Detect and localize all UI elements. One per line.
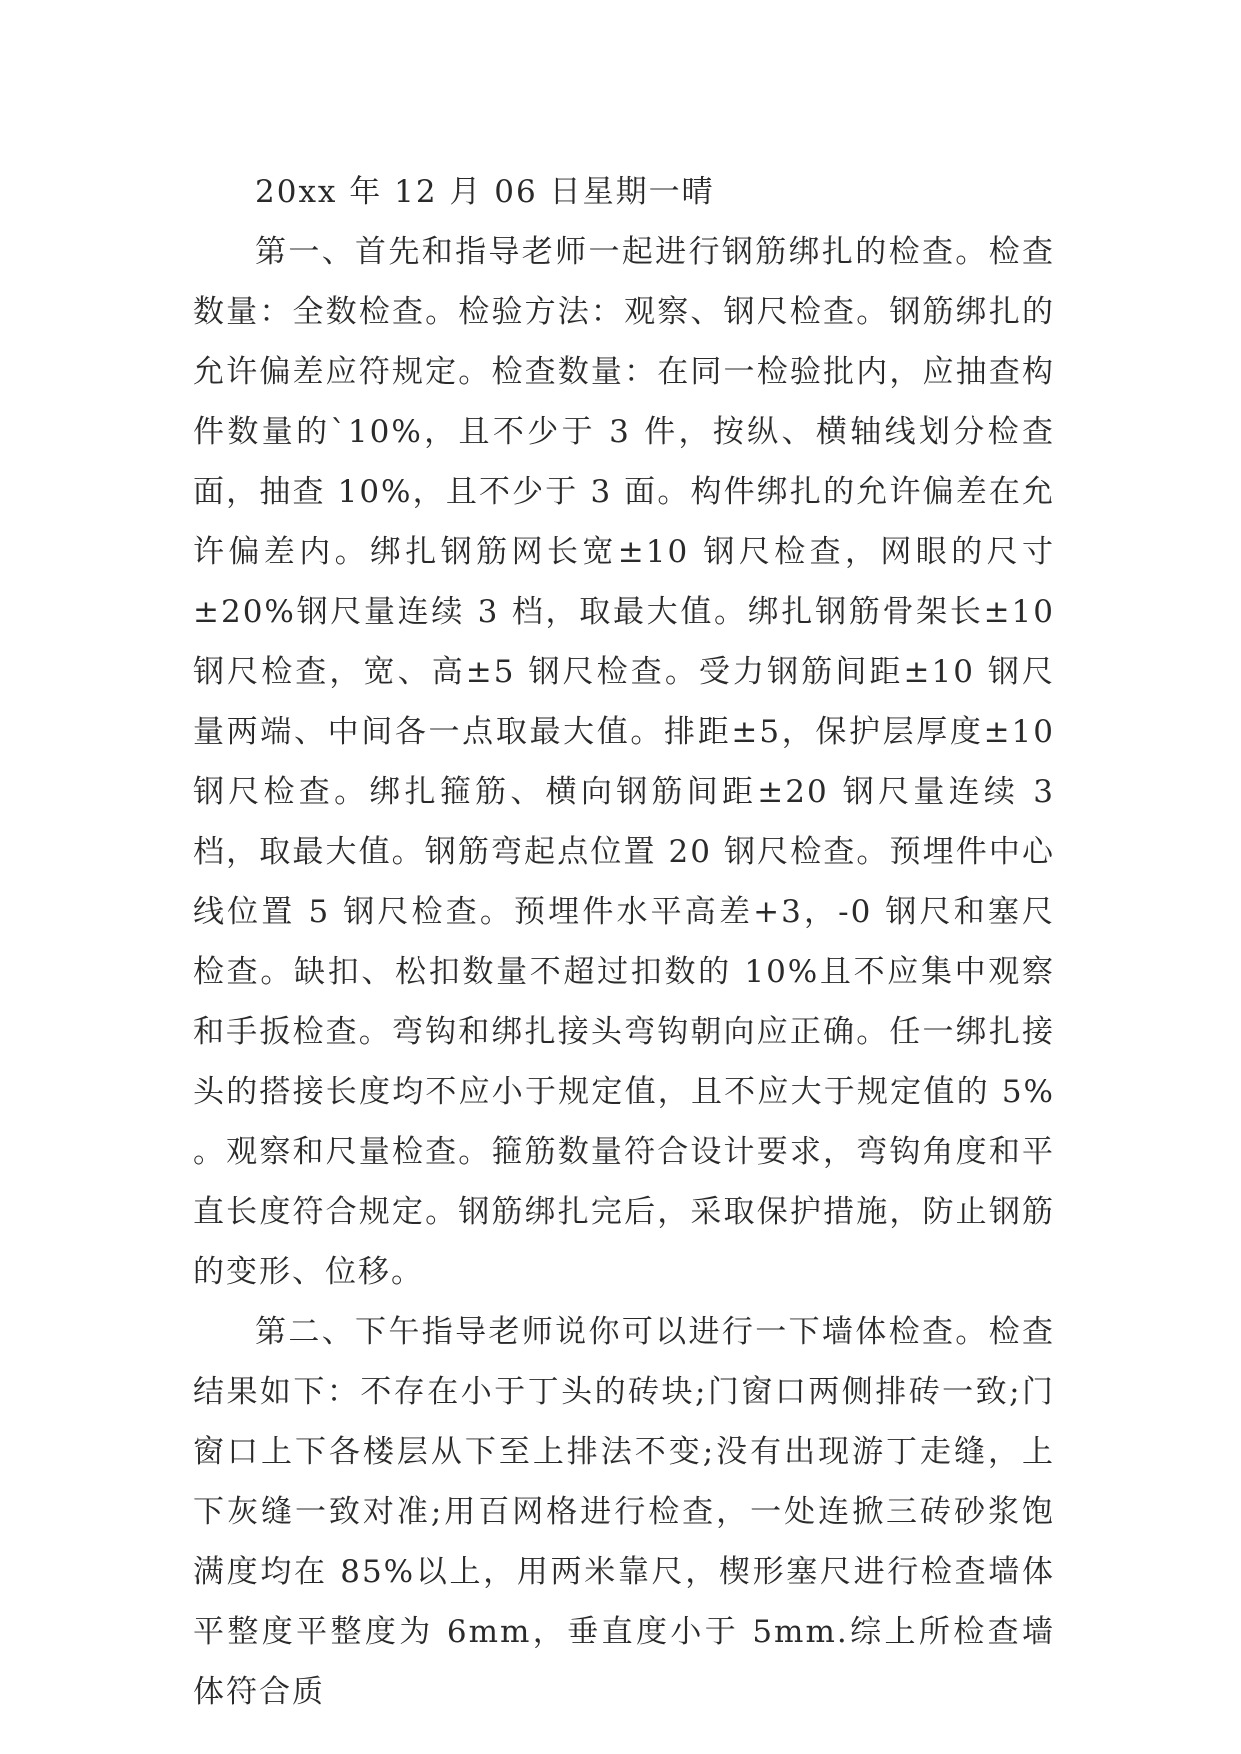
document-body	[193, 162, 1055, 1722]
paragraph-wall-inspection: 第二、下午指导老师说你可以进行一下墙体检查。检查结果如下：不存在小于丁头的砖块;门窗口两侧排砖一致;门窗口上下各楼层从下至上排法不变;没有出现游丁走缝，上下灰缝一致对准;用百网格进行检查，一处连掀三砖砂浆饱满度均在 85%以上，用两米靠尺，楔形塞尺进行检查墙体平整度平整度为 6mm，垂直度小于 5mm.综上所检查墙体符合质	[193, 1314, 1055, 1710]
diary-date-line: 20xx 年 12 月 06 日星期一晴	[255, 174, 715, 210]
paragraph-rebar-inspection: 第一、首先和指导老师一起进行钢筋绑扎的检查。检查数量：全数检查。检验方法：观察、钢尺检查。钢筋绑扎的允许偏差应符规定。检查数量：在同一检验批内，应抽查构件数量的`10%，且不少于 3 件，按纵、横轴线划分检查面，抽查 10%，且不少于 3 面。构件绑扎的允许偏差在允许偏差内。绑扎钢筋网长宽±10 钢尺检查，网眼的尺寸±20%钢尺量连续 3 档，取最大值。绑扎钢筋骨架长±10 钢尺检查，宽、高±5 钢尺检查。受力钢筋间距±10 钢尺量两端、中间各一点取最大值。排距±5，保护层厚度±10 钢尺检查。绑扎箍筋、横向钢筋间距±20 钢尺量连续 3 档，取最大值。钢筋弯起点位置 20 钢尺检查。预埋件中心线位置 5 钢尺检查。预埋件水平高差+3，-0 钢尺和塞尺检查。缺扣、松扣数量不超过扣数的 10%且不应集中观察和手扳检查。弯钩和绑扎接头弯钩朝向应正确。任一绑扎接头的搭接长度均不应小于规定值，且不应大于规定值的 5% 。观察和尺量检查。箍筋数量符合设计要求，弯钩角度和平直长度符合规定。钢筋绑扎完后，采取保护措施，防止钢筋的变形、位移。	[193, 234, 1055, 1290]
